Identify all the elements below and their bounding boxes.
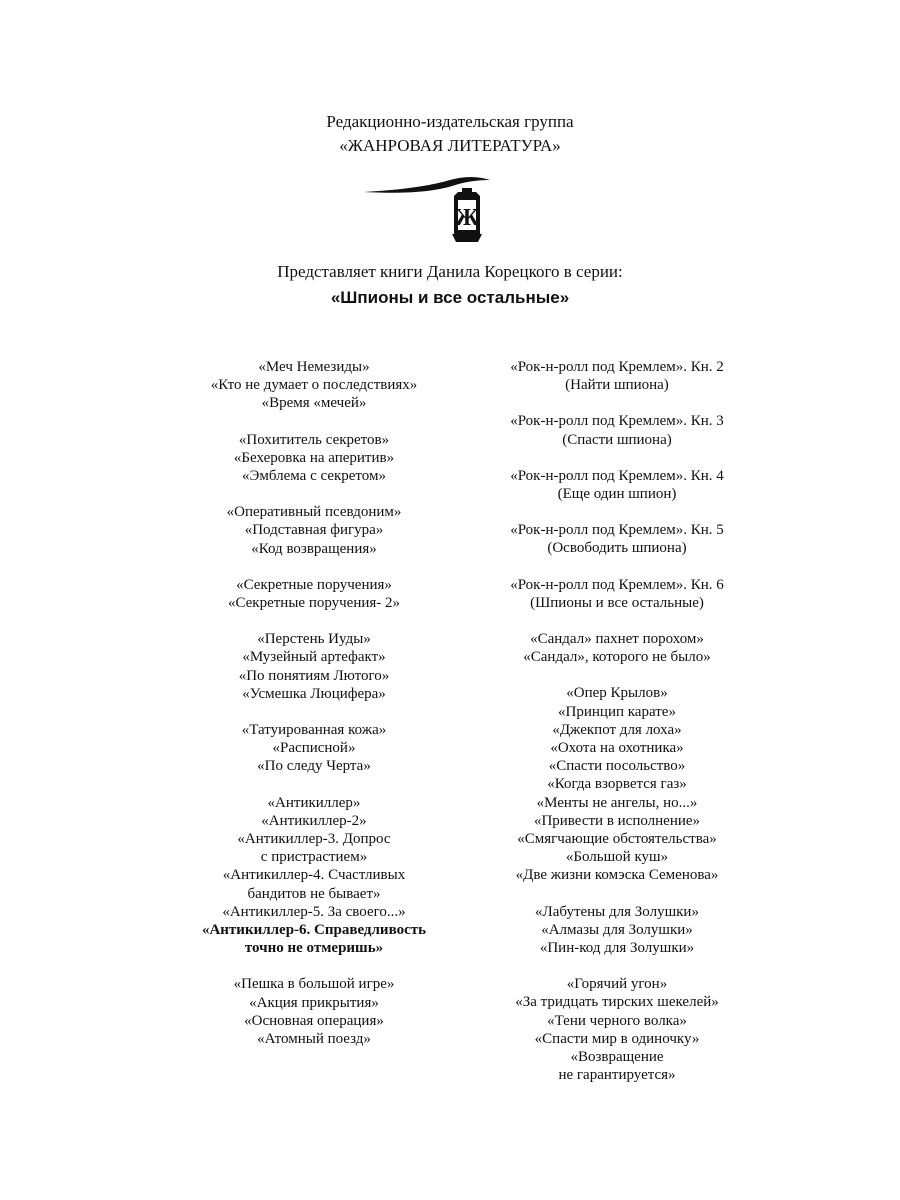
book-title-line: с пристрастием» bbox=[260, 849, 368, 866]
book-title-line: «Сандал» пахнет порохом» bbox=[530, 631, 704, 648]
book-title-line: «Время «мечей» bbox=[261, 395, 367, 412]
book-title-line: «Горячий угон» bbox=[566, 976, 668, 993]
book-title-line: «Акция прикрытия» bbox=[249, 994, 379, 1011]
right-book-column bbox=[437, 358, 797, 1103]
lantern-quill-icon bbox=[360, 172, 500, 246]
publisher-name: «ЖАНРОВАЯ ЛИТЕРАТУРА» bbox=[339, 136, 561, 155]
book-title-line: «Бехеровка на аперитив» bbox=[233, 449, 395, 466]
book-title-line: «Возвращение bbox=[570, 1049, 664, 1066]
logo-letter: Ж bbox=[455, 205, 479, 231]
book-title-line: «Код возвращения» bbox=[251, 540, 377, 557]
presents-line: Представляет книги Данила Корецкого в серии: bbox=[277, 262, 623, 281]
book-title-line: «Усмешка Люцифера» bbox=[242, 685, 386, 702]
book-title-line: (Еще один шпион) bbox=[557, 486, 677, 503]
highlighted-book-title-line: точно не отмеришь» bbox=[244, 940, 384, 957]
book-title-line: «Спасти посольство» bbox=[548, 758, 686, 775]
book-title-line: «Большой куш» bbox=[565, 849, 669, 866]
book-title-line: «Опер Крылов» bbox=[566, 685, 668, 702]
book-group bbox=[437, 903, 797, 958]
book-title-line: «Джекпот для лоха» bbox=[552, 721, 682, 738]
book-group bbox=[437, 467, 797, 503]
book-title-line: не гарантируется» bbox=[558, 1067, 676, 1084]
book-title-line: «Антикиллер-2» bbox=[261, 812, 367, 829]
book-title-line: (Найти шпиона) bbox=[565, 377, 669, 394]
book-title-line: «Спасти мир в одиночку» bbox=[534, 1030, 700, 1047]
book-title-line: «Похититель секретов» bbox=[238, 431, 390, 448]
publisher-group-line: Редакционно-издательская группа bbox=[326, 112, 574, 131]
book-title-line: «Расписной» bbox=[272, 740, 356, 757]
book-group bbox=[437, 576, 797, 612]
book-title-line: «Татуированная кожа» bbox=[241, 722, 387, 739]
book-title-line: «Принцип карате» bbox=[558, 703, 676, 720]
book-title-line: «Антикиллер-5. За своего...» bbox=[222, 903, 406, 920]
book-title-line: «Основная операция» bbox=[244, 1012, 384, 1029]
book-title-line: «Сандал», которого не было» bbox=[523, 649, 711, 666]
book-group bbox=[437, 684, 797, 884]
book-title-line: «Секретные поручения- 2» bbox=[227, 595, 401, 612]
book-title-line: «Рок-н-ролл под Кремлем». Кн. 4 bbox=[510, 467, 724, 484]
book-title-line: «Кто не думает о последствиях» bbox=[210, 377, 418, 394]
book-title-line: «Атомный поезд» bbox=[257, 1031, 371, 1048]
book-title-line: «Привести в исполнение» bbox=[533, 812, 701, 829]
book-title-line: «Перстень Иуды» bbox=[257, 631, 371, 648]
book-title-line: «Антикиллер» bbox=[267, 794, 361, 811]
book-title-line: «Музейный артефакт» bbox=[242, 649, 386, 666]
book-group bbox=[437, 521, 797, 557]
book-title-line: «Оперативный псевдоним» bbox=[226, 504, 402, 521]
book-title-line: «Пешка в большой игре» bbox=[233, 976, 395, 993]
book-group bbox=[437, 412, 797, 448]
book-title-line: «Секретные поручения» bbox=[236, 576, 392, 593]
book-group bbox=[437, 358, 797, 394]
book-title-line: «Пин-код для Золушки» bbox=[539, 940, 695, 957]
book-title-line: «Меч Немезиды» bbox=[258, 359, 370, 375]
book-title-line: «Две жизни комэска Семенова» bbox=[515, 867, 719, 884]
book-title-line: (Спасти шпиона) bbox=[562, 431, 672, 448]
highlighted-book-title-line: «Антикиллер-6. Справедливость bbox=[201, 922, 427, 939]
book-title-line: «Рок-н-ролл под Кремлем». Кн. 5 bbox=[510, 522, 724, 539]
book-title-line: «Антикиллер-3. Допрос bbox=[237, 831, 391, 848]
book-title-line: «По понятиям Лютого» bbox=[238, 667, 390, 684]
book-title-line: «Охота на охотника» bbox=[550, 740, 684, 757]
book-title-line: «Алмазы для Золушки» bbox=[541, 921, 693, 938]
book-title-line: (Освободить шпиона) bbox=[547, 540, 687, 557]
book-group bbox=[437, 630, 797, 666]
book-title-line: «Антикиллер-4. Счастливых bbox=[222, 867, 406, 884]
book-title-line: «Менты не ангелы, но...» bbox=[536, 794, 698, 811]
book-title-line: «Подставная фигура» bbox=[244, 522, 384, 539]
book-title-line: «Тени черного волка» bbox=[547, 1012, 687, 1029]
book-title-line: «За тридцать тирских шекелей» bbox=[515, 994, 719, 1011]
book-title-line: «Лабутены для Золушки» bbox=[535, 903, 699, 920]
book-title-line: «Рок-н-ролл под Кремлем». Кн. 6 bbox=[510, 576, 724, 593]
book-title-line: «По следу Черта» bbox=[257, 758, 371, 775]
publisher-header bbox=[0, 110, 900, 158]
book-title-line: «Рок-н-ролл под Кремлем». Кн. 2 bbox=[510, 359, 724, 375]
book-title-line: «Эмблема с секретом» bbox=[241, 468, 386, 485]
book-title-line: «Смягчающие обстоятельства» bbox=[517, 831, 717, 848]
book-title-line: «Когда взорвется газ» bbox=[547, 776, 687, 793]
book-group bbox=[437, 975, 797, 1084]
series-title: «Шпионы и все остальные» bbox=[330, 288, 570, 307]
book-title-line: бандитов не бывает» bbox=[247, 885, 381, 902]
book-title-line: (Шпионы и все остальные) bbox=[530, 594, 704, 611]
book-title-line: «Рок-н-ролл под Кремлем». Кн. 3 bbox=[510, 413, 724, 430]
